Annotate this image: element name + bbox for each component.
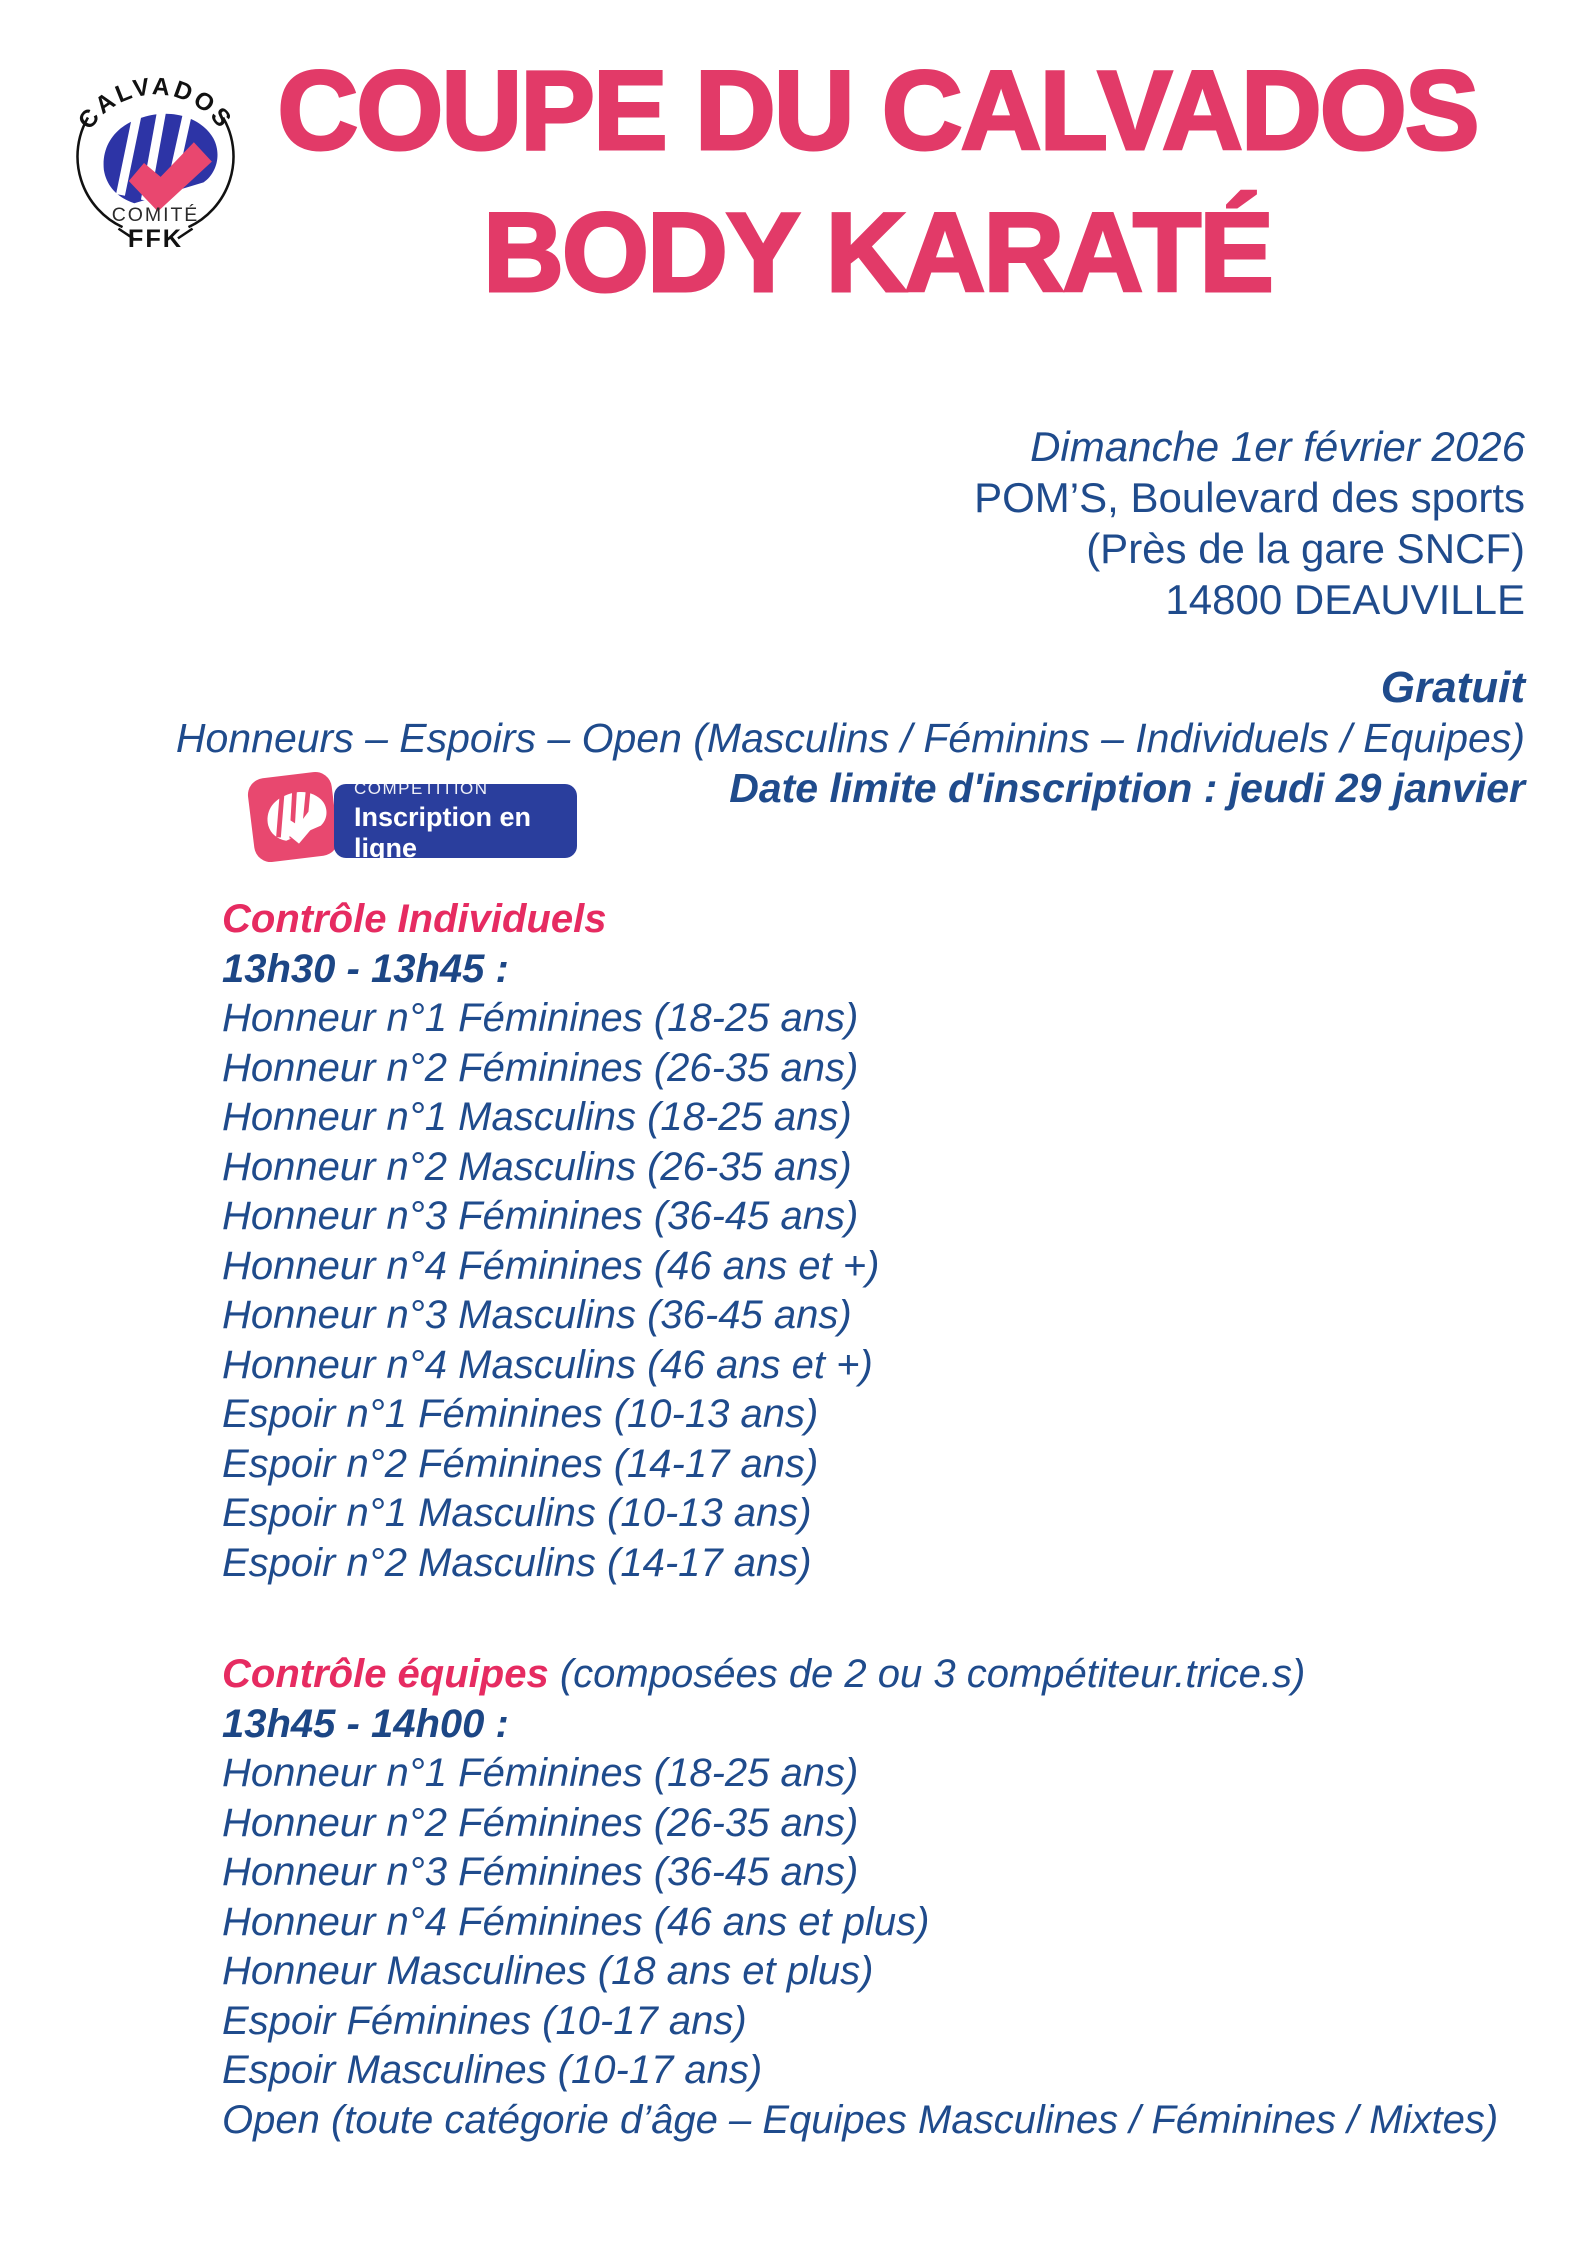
categories-line: Honneurs – Espoirs – Open (Masculins / Féminins – Individuels / Equipes) (175, 715, 1525, 761)
venue-note: (Près de la gare SNCF) (1086, 525, 1525, 572)
category-item: Open (toute catégorie d’âge – Equipes Masculines / Féminines / Mixtes) (222, 2097, 1499, 2142)
schedule-sections (222, 895, 1557, 2145)
title-line-2: BODY KARATÉ (482, 190, 1272, 315)
section-heading: Contrôle équipes (222, 1652, 549, 1696)
badge-fist-icon (244, 768, 342, 866)
venue-name: POM’S, Boulevard des sports (974, 474, 1525, 521)
section-individuels (222, 895, 1557, 1588)
title-line-1: COUPE DU CALVADOS (277, 48, 1478, 173)
category-item: Honneur n°3 Féminines (36-45 ans) (222, 1850, 859, 1894)
section-heading-note-text: (composées de 2 ou 3 compétiteur.trice.s) (559, 1652, 1306, 1696)
section-time: 13h45 - 14h00 : (222, 1701, 509, 1746)
category-item: Honneur n°2 Féminines (26-35 ans) (222, 1045, 859, 1090)
event-date: Dimanche 1er février 2026 (1030, 423, 1525, 470)
category-item: Honneur n°4 Féminines (46 ans et plus) (222, 1899, 930, 1944)
page-title (255, 40, 1500, 324)
category-item: Espoir Féminines (10-17 ans) (222, 1998, 747, 2043)
section-heading-note (560, 1652, 1306, 1696)
badge-label: Inscription en ligne (354, 801, 532, 863)
category-item: Honneur n°4 Féminines (46 ans et +) (222, 1243, 880, 1288)
category-item: Honneur n°1 Féminines (18-25 ans) (222, 996, 859, 1040)
category-item: Honneur n°4 Masculins (46 ans et +) (222, 1342, 873, 1387)
badge-kicker: COMPÉTITION (354, 778, 489, 798)
section-heading: Contrôle Individuels (222, 897, 607, 941)
category-item: Honneur n°1 Féminines (18-25 ans) (222, 1751, 859, 1795)
section-heading-row (222, 895, 1557, 945)
committee-ffk-logo (58, 48, 253, 263)
category-item: Espoir n°1 Féminines (10-13 ans) (222, 1392, 819, 1436)
category-item: Honneur n°2 Masculins (26-35 ans) (222, 1144, 852, 1189)
deadline-line: Date limite d'inscription : jeudi 29 janvier (729, 765, 1525, 811)
section-heading-row (222, 1650, 1557, 1700)
category-item: Espoir Masculines (10-17 ans) (222, 2048, 763, 2092)
category-item: Espoir n°2 Féminines (14-17 ans) (222, 1441, 819, 1486)
badge-pill (334, 778, 577, 863)
registration-badge[interactable] (244, 768, 579, 866)
category-item: Honneur n°1 Masculins (18-25 ans) (222, 1095, 852, 1139)
category-item: Espoir n°2 Masculins (14-17 ans) (222, 1540, 812, 1585)
category-item: Honneur Masculines (18 ans et plus) (222, 1949, 874, 1993)
price-label: Gratuit (1380, 663, 1525, 712)
ffk-fist-icon (104, 109, 218, 211)
category-item: Honneur n°3 Masculins (36-45 ans) (222, 1293, 852, 1337)
category-item: Honneur n°2 Féminines (26-35 ans) (222, 1800, 859, 1845)
section-time: 13h30 - 13h45 : (222, 946, 509, 991)
category-item: Espoir n°1 Masculins (10-13 ans) (222, 1491, 812, 1535)
logo-comite-text: COMITÉ (111, 203, 200, 226)
category-item: Honneur n°3 Féminines (36-45 ans) (222, 1194, 859, 1238)
section-equipes (222, 1650, 1557, 2145)
logo-ffk-text: FFK (127, 225, 184, 254)
logo-arc-text: CALVADOS (73, 73, 238, 135)
event-info (300, 421, 1525, 625)
venue-city: 14800 DEAUVILLE (1165, 576, 1525, 623)
